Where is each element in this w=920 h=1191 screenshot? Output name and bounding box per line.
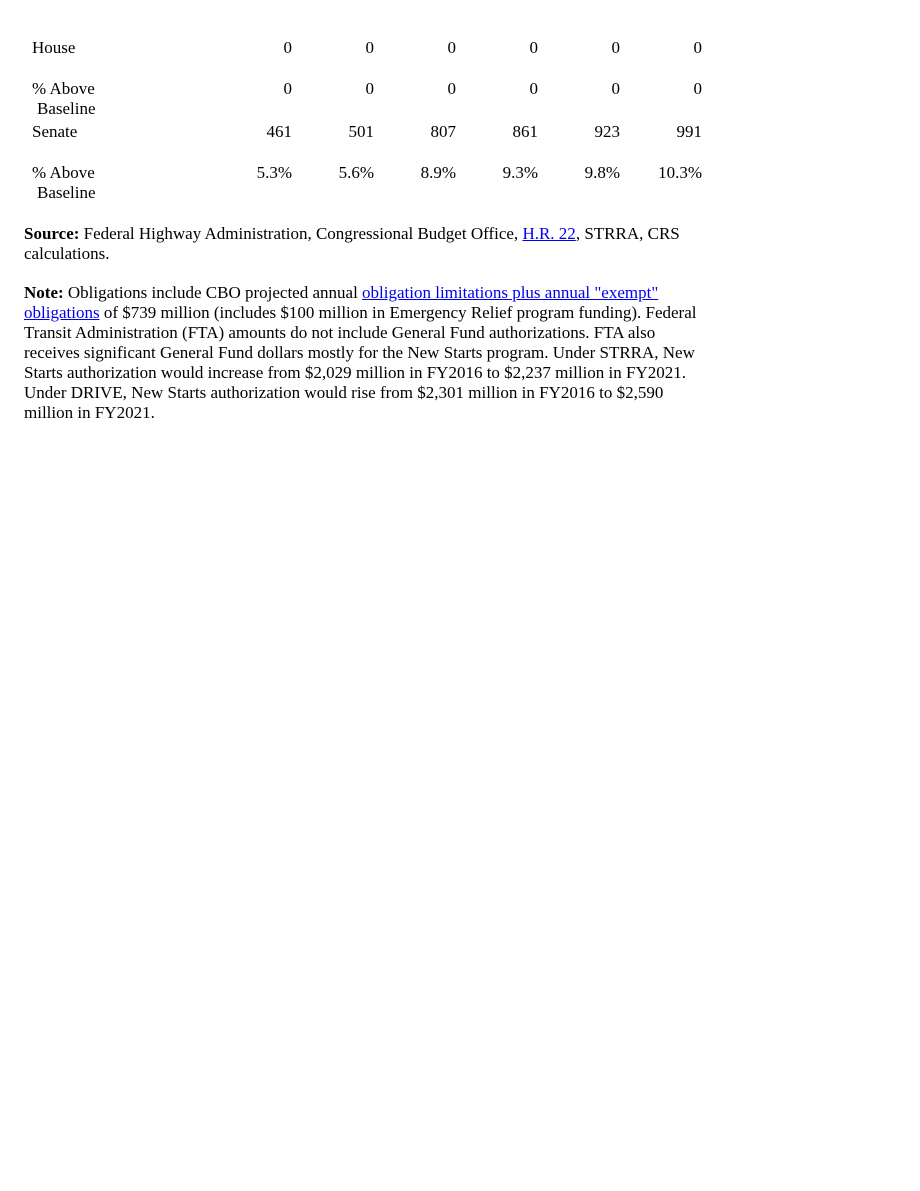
source-note: [24, 224, 714, 264]
table-cell: 0: [447, 79, 456, 98]
row-label-line1: Senate: [32, 122, 78, 141]
table-cell: 0: [611, 38, 620, 57]
source-text-after: , STRRA, CRS calculations.: [24, 224, 680, 263]
table-cell: 0: [529, 79, 538, 98]
table-cell: 0: [447, 38, 456, 57]
row-label: [28, 163, 232, 206]
table-cell: 861: [512, 122, 538, 141]
table-cell: 9.8%: [584, 163, 620, 182]
table-row-house-pct: [28, 79, 702, 122]
note-text-before: Obligations include CBO projected annual: [63, 283, 363, 302]
row-label: [28, 38, 232, 79]
table-cell: 0: [283, 38, 292, 57]
table-cell: 991: [676, 122, 702, 141]
table-cell: 10.3%: [658, 163, 702, 182]
row-label-line1: % Above: [32, 79, 95, 98]
table-row-house: [28, 38, 702, 79]
table-cell: 461: [266, 122, 292, 141]
table-cell: 0: [365, 79, 374, 98]
table-row-senate-pct: [28, 163, 702, 206]
table-cell: 923: [594, 122, 620, 141]
table-cell: 5.6%: [338, 163, 374, 182]
row-label-line1: House: [32, 38, 76, 57]
row-label: [28, 79, 232, 122]
row-label-line2: Baseline: [37, 183, 96, 202]
row-label-line1: % Above: [32, 163, 95, 182]
table-cell: 0: [693, 38, 702, 57]
source-heading: Source:: [24, 224, 80, 243]
row-label-line2: Baseline: [37, 99, 96, 118]
table-cell: 8.9%: [420, 163, 456, 182]
table-row-senate: [28, 122, 702, 163]
note-text-after: of $739 million (includes $100 million in Emergency Relief program funding). Federal Transit Administration (FTA) amounts do not include General Fund authorizations. FTA also receives significant General Fund dollars mostly for the New Starts program. Under STRRA, New Starts authorization would increase from $2,029 million in FY2016 to $2,237 million in FY2021. Under DRIVE, New Starts authorization would rise from $2,301 million in FY2016 to $2,590 million in FY2021.: [24, 303, 697, 422]
table-cell: 0: [611, 79, 620, 98]
table-note: [24, 283, 714, 423]
note-heading: Note:: [24, 283, 64, 302]
table-cell: 0: [693, 79, 702, 98]
table-cell: 0: [529, 38, 538, 57]
obligations-table: [28, 38, 702, 206]
hr22-link[interactable]: H.R. 22: [522, 224, 576, 243]
obligation-limitations-link[interactable]: obligation limitations plus annual "exempt" obligations: [24, 283, 659, 322]
table-cell: 0: [283, 79, 292, 98]
table-cell: 9.3%: [502, 163, 538, 182]
table-cell: 5.3%: [256, 163, 292, 182]
table-cell: 0: [365, 38, 374, 57]
table-cell: 501: [348, 122, 374, 141]
source-text-before: Federal Highway Administration, Congressional Budget Office,: [79, 224, 523, 243]
row-label: [28, 122, 232, 163]
table-cell: 807: [430, 122, 456, 141]
